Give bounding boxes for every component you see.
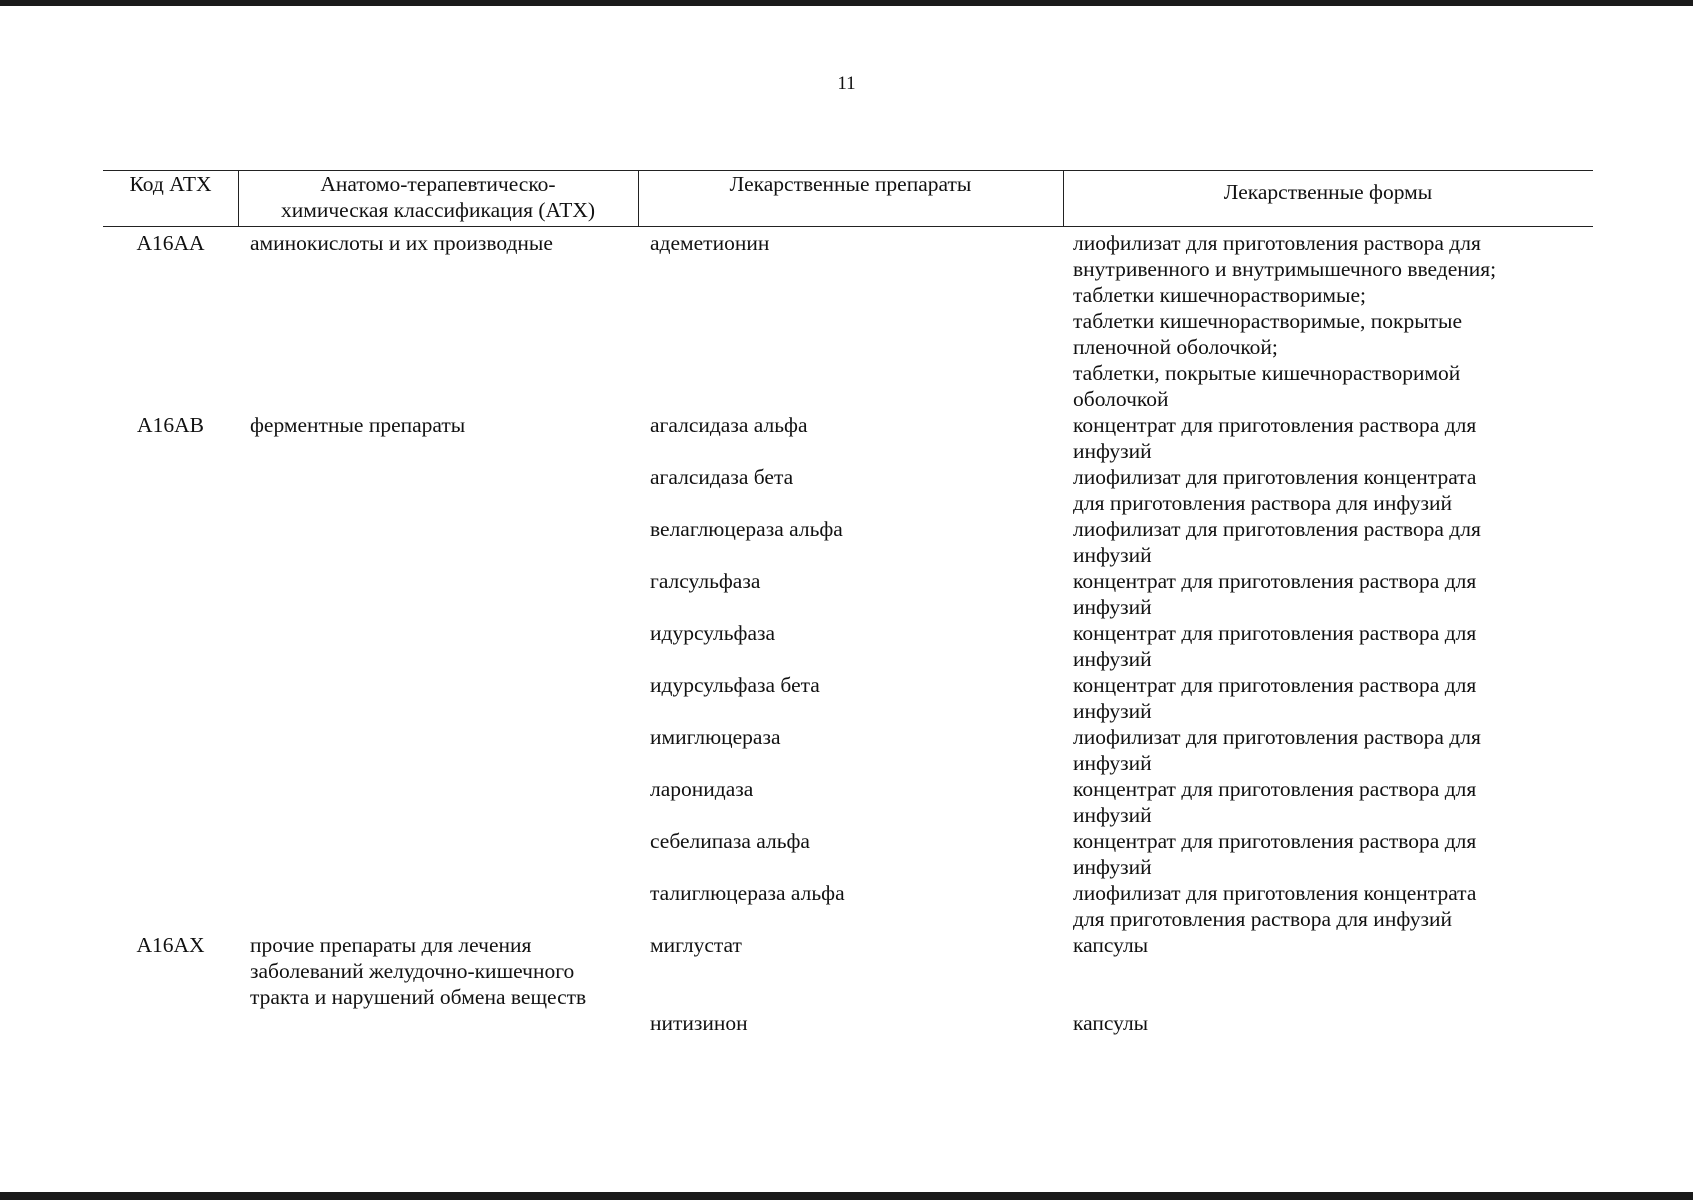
table-row xyxy=(103,568,1593,620)
header-text: Код АТХ xyxy=(129,172,212,196)
dosage-form-line: внутривенного и внутримышечного введения; xyxy=(1073,257,1497,281)
dosage-form xyxy=(1063,464,1593,516)
classification-line: тракта и нарушений обмена веществ xyxy=(250,985,587,1009)
dosage-form-line: для приготовления раствора для инфузий xyxy=(1073,907,1452,931)
dosage-form xyxy=(1063,1010,1593,1036)
drug-name: имиглюцераза xyxy=(650,725,781,749)
dosage-form-line: концентрат для приготовления раствора для xyxy=(1073,569,1477,593)
atc-classification xyxy=(238,412,638,438)
table-row xyxy=(103,932,1593,1010)
dosage-form-line: инфузий xyxy=(1073,439,1152,463)
dosage-form-line: концентрат для приготовления раствора для xyxy=(1073,413,1477,437)
dosage-form xyxy=(1063,620,1593,672)
table-row xyxy=(103,620,1593,672)
dosage-form-line: инфузий xyxy=(1073,595,1152,619)
dosage-form xyxy=(1063,776,1593,828)
classification-line: аминокислоты и их производные xyxy=(250,231,553,255)
dosage-form-line: инфузий xyxy=(1073,855,1152,879)
table-row xyxy=(103,672,1593,724)
drug-name: миглустат xyxy=(650,933,742,957)
dosage-form-line: таблетки, покрытые кишечнорастворимой xyxy=(1073,361,1461,385)
dosage-form-line: лиофилизат для приготовления раствора для xyxy=(1073,517,1481,541)
atc-code: A16AA xyxy=(136,231,205,255)
page-number: 11 xyxy=(837,73,856,94)
table-row xyxy=(103,464,1593,516)
table-row xyxy=(103,230,1593,412)
dosage-form-line: инфузий xyxy=(1073,751,1152,775)
table-row xyxy=(103,724,1593,776)
classification-line: прочие препараты для лечения xyxy=(250,933,532,957)
header-divider xyxy=(638,170,639,227)
header-bottom-rule xyxy=(103,226,1593,227)
table-row xyxy=(103,412,1593,464)
atc-classification xyxy=(238,230,638,256)
dosage-form xyxy=(1063,568,1593,620)
table-row xyxy=(103,516,1593,568)
table-row xyxy=(103,828,1593,880)
header-forms xyxy=(1063,170,1593,226)
atc-code: A16AX xyxy=(136,933,205,957)
header-text: Анатомо-терапевтическо- xyxy=(320,172,556,196)
dosage-form xyxy=(1063,828,1593,880)
header-text: Лекарственные препараты xyxy=(729,172,972,196)
dosage-form-line: лиофилизат для приготовления концентрата xyxy=(1073,465,1477,489)
header-text: химическая классификация (АТХ) xyxy=(280,198,596,222)
header-text: Лекарственные формы xyxy=(1223,180,1433,204)
dosage-form-line: пленочной оболочкой; xyxy=(1073,335,1278,359)
drug-name: ларонидаза xyxy=(650,777,754,801)
dosage-form-line: таблетки кишечнорастворимые, покрытые xyxy=(1073,309,1463,333)
table-row xyxy=(103,1010,1593,1036)
dosage-form xyxy=(1063,672,1593,724)
atc-code: A16AB xyxy=(137,413,204,437)
table-row xyxy=(103,880,1593,932)
dosage-form xyxy=(1063,932,1593,958)
dosage-form-line: инфузий xyxy=(1073,803,1152,827)
dosage-form-line: концентрат для приготовления раствора для xyxy=(1073,673,1477,697)
drug-name: агалсидаза альфа xyxy=(650,413,808,437)
dosage-form-line: инфузий xyxy=(1073,543,1152,567)
table-row xyxy=(103,776,1593,828)
scan-top-edge xyxy=(0,0,1693,6)
dosage-form xyxy=(1063,516,1593,568)
drug-name: агалсидаза бета xyxy=(650,465,794,489)
dosage-form-line: инфузий xyxy=(1073,699,1152,723)
drug-name: адеметионин xyxy=(650,231,770,255)
classification-line: заболеваний желудочно-кишечного xyxy=(250,959,575,983)
scan-bottom-edge xyxy=(0,1192,1693,1200)
dosage-form-line: концентрат для приготовления раствора для xyxy=(1073,777,1477,801)
dosage-form xyxy=(1063,412,1593,464)
drug-name: нитизинон xyxy=(650,1011,748,1035)
dosage-form xyxy=(1063,724,1593,776)
classification-line: ферментные препараты xyxy=(250,413,466,437)
drug-name: идурсульфаза бета xyxy=(650,673,820,697)
dosage-form-line: лиофилизат для приготовления раствора для xyxy=(1073,231,1481,255)
dosage-form xyxy=(1063,230,1593,412)
dosage-form-line: капсулы xyxy=(1073,933,1149,957)
drug-name: идурсульфаза xyxy=(650,621,776,645)
dosage-form-line: концентрат для приготовления раствора для xyxy=(1073,621,1477,645)
table-body xyxy=(103,230,1593,1036)
dosage-form xyxy=(1063,880,1593,932)
dosage-form-line: оболочкой xyxy=(1073,387,1169,411)
dosage-form-line: инфузий xyxy=(1073,647,1152,671)
drug-name: галсульфаза xyxy=(650,569,761,593)
dosage-form-line: таблетки кишечнорастворимые; xyxy=(1073,283,1366,307)
drug-name: себелипаза альфа xyxy=(650,829,810,853)
header-classification xyxy=(238,170,638,227)
header-code xyxy=(103,170,238,227)
drug-name: талиглюцераза альфа xyxy=(650,881,845,905)
dosage-form-line: концентрат для приготовления раствора для xyxy=(1073,829,1477,853)
drug-name: велаглюцераза альфа xyxy=(650,517,843,541)
dosage-form-line: капсулы xyxy=(1073,1011,1149,1035)
dosage-form-line: лиофилизат для приготовления раствора для xyxy=(1073,725,1481,749)
header-drugs xyxy=(638,170,1063,227)
atc-classification xyxy=(238,932,638,1010)
header-divider xyxy=(1063,170,1064,227)
dosage-form-line: лиофилизат для приготовления концентрата xyxy=(1073,881,1477,905)
dosage-form-line: для приготовления раствора для инфузий xyxy=(1073,491,1452,515)
header-divider xyxy=(238,170,239,227)
